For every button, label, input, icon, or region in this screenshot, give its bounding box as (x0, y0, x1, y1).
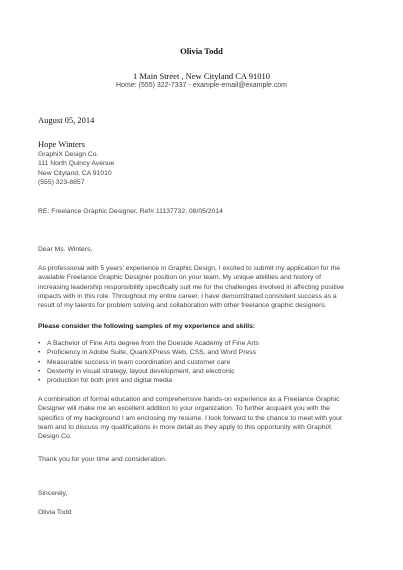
paragraph-line: impacts with in this role. Throughout my entire career, I have demonstrated consistent success as a (38, 292, 337, 300)
paragraph-line: increasing leadership responsibility specifically suit me for the challenges involved in affecting positive (38, 283, 344, 291)
list-item: • Proficiency in Adobe Suite, QuarkXPress Web, CSS, and Word Press (38, 348, 259, 357)
paragraph-line: result of my talents for problem solving and collaboration with other freelance graphic designers. (38, 302, 327, 310)
recipient-name: Hope Winters (38, 139, 85, 149)
recipient-street: 111 North Quincy Avenue (38, 160, 115, 168)
salutation: Dear Ms. Winters, (38, 246, 93, 253)
paragraph-line: available Freelance Graphic Designer position on your team. My unique abilities and history of (38, 274, 321, 282)
re-line: RE: Freelance Graphic Designer, Ref# 11137732, 08/05/2014 (38, 208, 223, 215)
recipient-company: GraphiX Design Co. (38, 151, 99, 158)
paragraph-line: team and to discuss my qualifications in more detail as they apply to this opportunity with GraphiX (38, 423, 332, 431)
skills-list (38, 339, 259, 385)
list-item: • production for both print and digital media (38, 376, 259, 385)
letter-date: August 05, 2014 (38, 115, 95, 125)
recipient-phone: (555) 323-8857 (38, 178, 85, 186)
list-item: • Dexterity in visual strategy, layout development, and electronic (38, 367, 259, 376)
paragraph-line: Designer will make me an excellent addition to your organization. To further acquaint you with the (38, 405, 330, 413)
paragraph-intro (38, 264, 368, 310)
thanks-line: Thank you for your time and consideration. (38, 456, 167, 463)
sender-name: Olivia Todd (180, 46, 223, 56)
recipient-city: New Cityland, CA 91010 (38, 169, 112, 177)
closing: Sincerely, (38, 490, 68, 497)
samples-heading: Please consider the following samples of my experience and skills: (38, 323, 256, 330)
signature: Olivia Todd (38, 509, 72, 516)
sender-contact: Home: (555) 322-7337 - example-email@example.com (116, 82, 287, 89)
paragraph-line: As professional with 5 years' experience in Graphic Design, I excited to submit my application for the (38, 265, 341, 272)
recipient-address (38, 150, 114, 187)
paragraph-line: A combination of formal education and comprehensive hands-on experience as a Freelance Graphic (38, 396, 340, 403)
paragraph-line: Design Co. (38, 433, 72, 441)
list-item: • Measurable success in team coordination and customer care (38, 358, 259, 367)
sender-address: 1 Main Street , New Cityland CA 91010 (133, 71, 270, 81)
paragraph-closing (38, 395, 368, 441)
paragraph-line: specifics of my background I am enclosing my resume. I look forward to the chance to meet with your (38, 414, 343, 422)
list-item: • A Bachelor of Fine Arts degree from the Doeside Academy of Fine Arts (38, 339, 259, 348)
